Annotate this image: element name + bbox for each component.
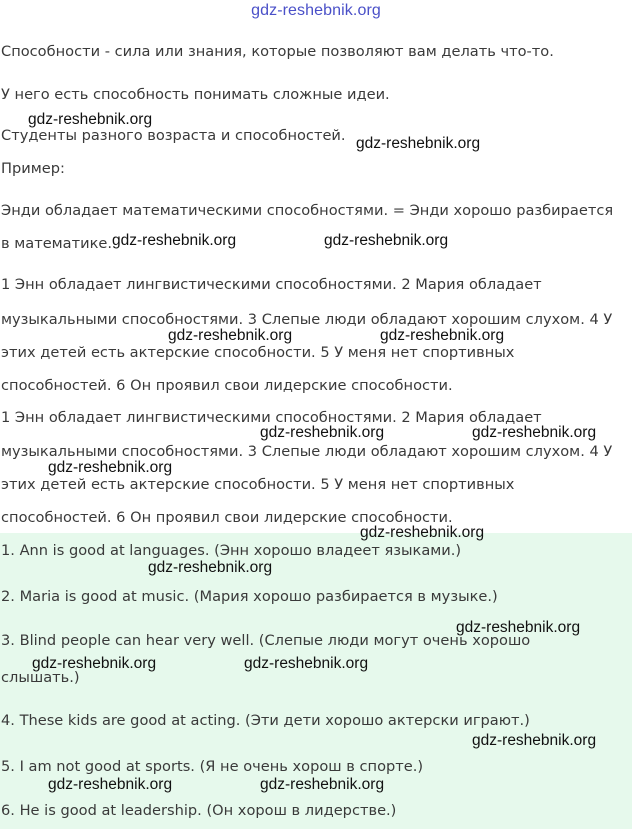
example-sentence-2: Студенты разного возраста и способностей. (1, 127, 346, 144)
answer-4: 4. These kids are good at acting. (Эти дети хорошо актерски играют.) (1, 712, 530, 729)
watermark: gdz-reshebnik.org (324, 232, 449, 249)
answer-3: 3. Blind people can hear very well. (Слепые люди могут очень хорошо (1, 632, 531, 649)
watermark: gdz-reshebnik.org (456, 619, 581, 636)
block2-line-4: способностей. 6 Он проявил свои лидерские способности. (1, 509, 453, 526)
block2-line-2: музыкальными способностями. 3 Слепые люди обладают хорошим слухом. 4 У (1, 443, 613, 460)
block2-line-1: 1 Энн обладает лингвистическими способностями. 2 Мария обладает (1, 409, 542, 426)
watermark: gdz-reshebnik.org (244, 655, 369, 672)
watermark: gdz-reshebnik.org (472, 732, 597, 749)
watermark: gdz-reshebnik.org (472, 424, 597, 441)
watermark: gdz-reshebnik.org (48, 776, 173, 793)
block1-line-2: музыкальными способностями. 3 Слепые люди обладают хорошим слухом. 4 У (1, 311, 613, 328)
example-line-1: Энди обладает математическими способностями. = Энди хорошо разбирается (1, 202, 614, 219)
block1-line-1: 1 Энн обладает лингвистическими способностями. 2 Мария обладает (1, 276, 542, 293)
watermark: gdz-reshebnik.org (148, 559, 273, 576)
watermark: gdz-reshebnik.org (28, 111, 153, 128)
watermark: gdz-reshebnik.org (360, 524, 485, 541)
example-sentence-1: У него есть способность понимать сложные идеи. (1, 86, 390, 103)
block1-line-3: этих детей есть актерские способности. 5 У меня нет спортивных (1, 344, 515, 361)
watermark: gdz-reshebnik.org (356, 135, 481, 152)
block2-line-3: этих детей есть актерские способности. 5 У меня нет спортивных (1, 476, 515, 493)
answer-5: 5. I am not good at sports. (Я не очень хорош в спорте.) (1, 758, 424, 775)
site-header-link[interactable]: gdz-reshebnik.org (251, 2, 381, 19)
definition-text: Способности - сила или знания, которые позволяют вам делать что-то. (1, 43, 554, 60)
example-line-2: в математике. (1, 235, 113, 252)
answer-3-continued: слышать.) (1, 669, 80, 686)
watermark: gdz-reshebnik.org (260, 424, 385, 441)
watermark: gdz-reshebnik.org (48, 459, 173, 476)
watermark: gdz-reshebnik.org (112, 232, 237, 249)
watermark: gdz-reshebnik.org (260, 776, 385, 793)
answer-1: 1. Ann is good at languages. (Энн хорошо владеет языками.) (1, 542, 462, 559)
answer-2: 2. Maria is good at music. (Мария хорошо разбирается в музыке.) (1, 588, 498, 605)
watermark: gdz-reshebnik.org (168, 327, 293, 344)
answer-6: 6. He is good at leadership. (Он хорош в лидерстве.) (1, 802, 397, 819)
example-label: Пример: (1, 160, 65, 177)
watermark: gdz-reshebnik.org (380, 327, 505, 344)
block1-line-4: способностей. 6 Он проявил свои лидерские способности. (1, 377, 453, 394)
watermark: gdz-reshebnik.org (32, 655, 157, 672)
